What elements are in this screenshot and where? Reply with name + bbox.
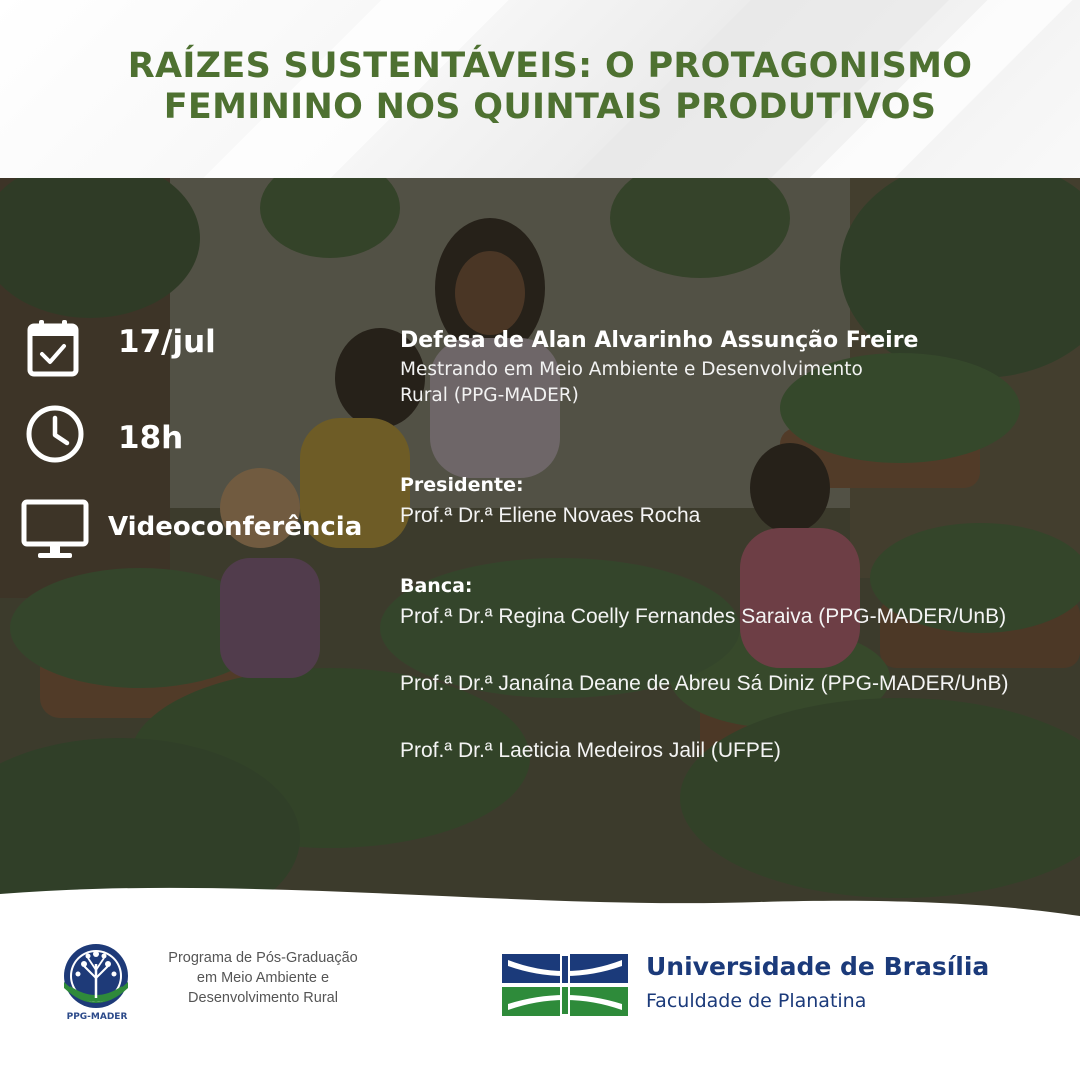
board-member: Prof.ª Dr.ª Janaína Deane de Abreu Sá Diniz (PPG-MADER/UnB) (400, 672, 1009, 695)
calendar-check-icon (26, 318, 82, 378)
faculty-name: Faculdade de Planatina (646, 990, 867, 1012)
ppg-line-3: Desenvolvimento Rural (188, 990, 338, 1006)
ppg-line-1: Programa de Pós-Graduação (168, 950, 358, 966)
board-member: Prof.ª Dr.ª Laeticia Medeiros Jalil (UFPE) (400, 739, 781, 762)
ppg-logo-caption: PPG-MADER (66, 1012, 128, 1022)
page-title (60, 46, 1040, 128)
president-name: Prof.ª Dr.ª Eliene Novaes Rocha (400, 504, 701, 527)
defense-details (400, 325, 1052, 767)
title-line-1: RAÍZES SUSTENTÁVEIS: O PROTAGONISMO (127, 46, 973, 86)
ppg-program-name (148, 948, 378, 1008)
board-label: Banca: (400, 575, 473, 597)
defense-subtitle-line-2: Rural (PPG-MADER) (400, 385, 579, 406)
clock-icon (24, 403, 86, 465)
ppg-mader-logo (60, 942, 132, 1012)
university-name: Universidade de Brasília (646, 952, 990, 981)
monitor-icon (20, 498, 92, 562)
event-date: 17/jul (118, 324, 216, 360)
president-label: Presidente: (400, 474, 524, 496)
defense-subtitle-line-1: Mestrando em Meio Ambiente e Desenvolvimento (400, 359, 863, 380)
header-banner (0, 0, 1080, 180)
defense-subtitle (400, 357, 1052, 409)
ppg-line-2: em Meio Ambiente e (196, 970, 330, 986)
unb-logo-icon (502, 954, 628, 1016)
event-time: 18h (118, 420, 184, 456)
title-line-2: FEMININO NOS QUINTAIS PRODUTIVOS (163, 87, 937, 127)
board-member: Prof.ª Dr.ª Regina Coelly Fernandes Saraiva (PPG-MADER/UnB) (400, 605, 1007, 628)
event-mode: Videoconferência (108, 512, 363, 542)
defense-title: Defesa de Alan Alvarinho Assunção Freire (400, 328, 919, 353)
